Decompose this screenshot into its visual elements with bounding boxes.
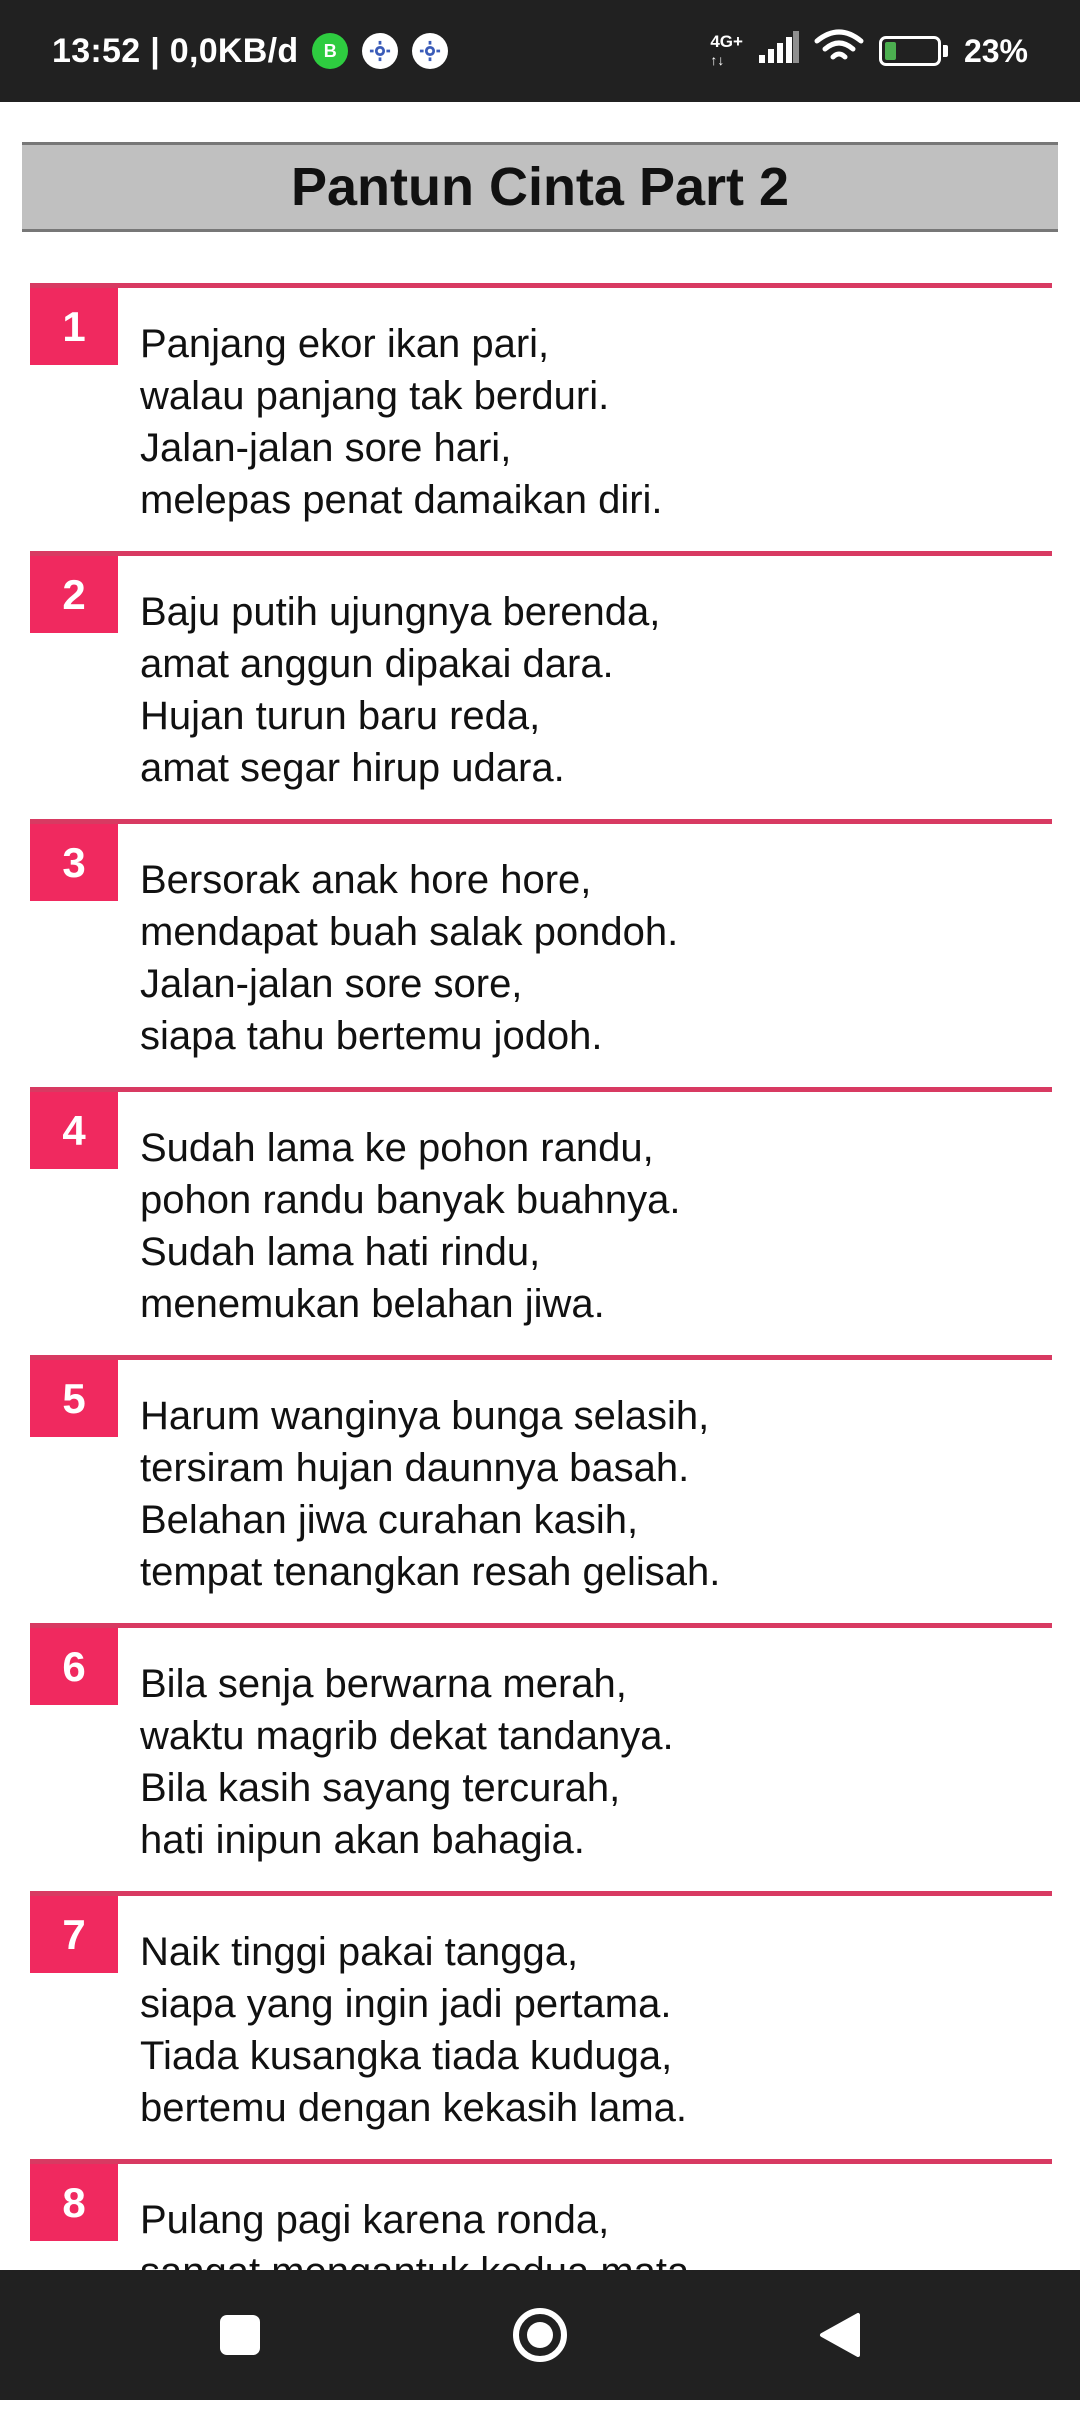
battery-charging-icon (879, 36, 948, 66)
page-title (22, 142, 1058, 232)
pantun-line: Belahan jiwa curahan kasih, (140, 1498, 639, 1542)
pantun-number-badge: 1 (30, 288, 118, 365)
pantun-line: Tiada kusangka tiada kuduga, (140, 2034, 673, 2078)
pantun-line: siapa yang ingin jadi pertama. (140, 1982, 672, 2026)
data-arrows-icon: ↑↓ (710, 52, 725, 68)
list-item[interactable] (30, 1355, 1052, 1623)
network-label (710, 33, 743, 69)
pantun-line: menemukan belahan jiwa. (140, 1282, 605, 1326)
pantun-verse (140, 1926, 687, 2134)
recents-square-icon (218, 2313, 262, 2357)
settings-gear-icon (412, 33, 448, 69)
list-item[interactable] (30, 1891, 1052, 2159)
pantun-line: Bila senja berwarna merah, (140, 1662, 627, 1706)
list-item[interactable] (30, 283, 1052, 551)
list-item[interactable] (30, 551, 1052, 819)
pantun-line: bertemu dengan kekasih lama. (140, 2086, 687, 2130)
pantun-line: Hujan turun baru reda, (140, 694, 541, 738)
pantun-line: pohon randu banyak buahnya. (140, 1178, 681, 1222)
pantun-line: walau panjang tak berduri. (140, 374, 610, 418)
pantun-line: Sudah lama hati rindu, (140, 1230, 541, 1274)
pantun-number-badge: 8 (30, 2164, 118, 2241)
status-left (52, 32, 448, 71)
back-button[interactable] (800, 2295, 880, 2375)
pantun-line: hati inipun akan bahagia. (140, 1818, 585, 1862)
pantun-line: mendapat buah salak pondoh. (140, 910, 679, 954)
pantun-line: Baju putih ujungnya berenda, (140, 590, 661, 634)
pantun-number-badge: 5 (30, 1360, 118, 1437)
pantun-line: Bila kasih sayang tercurah, (140, 1766, 621, 1810)
recents-button[interactable] (200, 2295, 280, 2375)
signal-icon (759, 31, 799, 71)
pantun-verse (140, 1390, 720, 1598)
pantun-line: Sudah lama ke pohon randu, (140, 1126, 654, 1170)
pantun-line: waktu magrib dekat tandanya. (140, 1714, 674, 1758)
pantun-line: melepas penat damaikan diri. (140, 478, 663, 522)
home-button[interactable] (500, 2295, 580, 2375)
page-title-text: Pantun Cinta Part 2 (290, 157, 790, 217)
pantun-line: tersiram hujan daunnya basah. (140, 1446, 690, 1490)
pantun-line: siapa tahu bertemu jodoh. (140, 1014, 603, 1058)
home-circle-icon (512, 2307, 568, 2363)
pantun-line: amat segar hirup udara. (140, 746, 565, 790)
settings-gear-icon (362, 33, 398, 69)
pantun-verse (140, 586, 660, 794)
pantun-line: Jalan-jalan sore hari, (140, 426, 512, 470)
pantun-verse (140, 1122, 680, 1330)
pantun-number-badge: 4 (30, 1092, 118, 1169)
whatsapp-business-icon: B (312, 33, 348, 69)
pantun-number-badge: 6 (30, 1628, 118, 1705)
pantun-number-badge: 2 (30, 556, 118, 633)
pantun-line: Bersorak anak hore hore, (140, 858, 592, 902)
pantun-line: Jalan-jalan sore sore, (140, 962, 523, 1006)
list-item[interactable] (30, 1623, 1052, 1891)
pantun-line: Pulang pagi karena ronda, (140, 2198, 610, 2242)
pantun-verse (140, 318, 663, 526)
pantun-verse (140, 1658, 674, 1866)
list-item[interactable] (30, 819, 1052, 1087)
pantun-line: tempat tenangkan resah gelisah. (140, 1550, 721, 1594)
pantun-list[interactable] (30, 283, 1052, 2270)
pantun-verse (140, 854, 678, 1062)
pantun-line: amat anggun dipakai dara. (140, 642, 614, 686)
list-item[interactable] (30, 1087, 1052, 1355)
battery-percent: 23% (963, 32, 1028, 69)
pantun-line: Naik tinggi pakai tangga, (140, 1930, 579, 1974)
network-type: 4G+ (710, 32, 743, 51)
pantun-number-badge: 3 (30, 824, 118, 901)
back-triangle-icon (818, 2311, 862, 2359)
pantun-number-badge: 7 (30, 1896, 118, 1973)
status-bar (0, 0, 1080, 102)
pantun-line: Panjang ekor ikan pari, (140, 322, 550, 366)
status-right (710, 29, 1028, 73)
status-time-speed: 13:52 | 0,0KB/d (52, 31, 299, 70)
pantun-line: Harum wanginya bunga selasih, (140, 1394, 710, 1438)
navigation-bar (0, 2270, 1080, 2400)
wifi-icon (815, 29, 863, 73)
